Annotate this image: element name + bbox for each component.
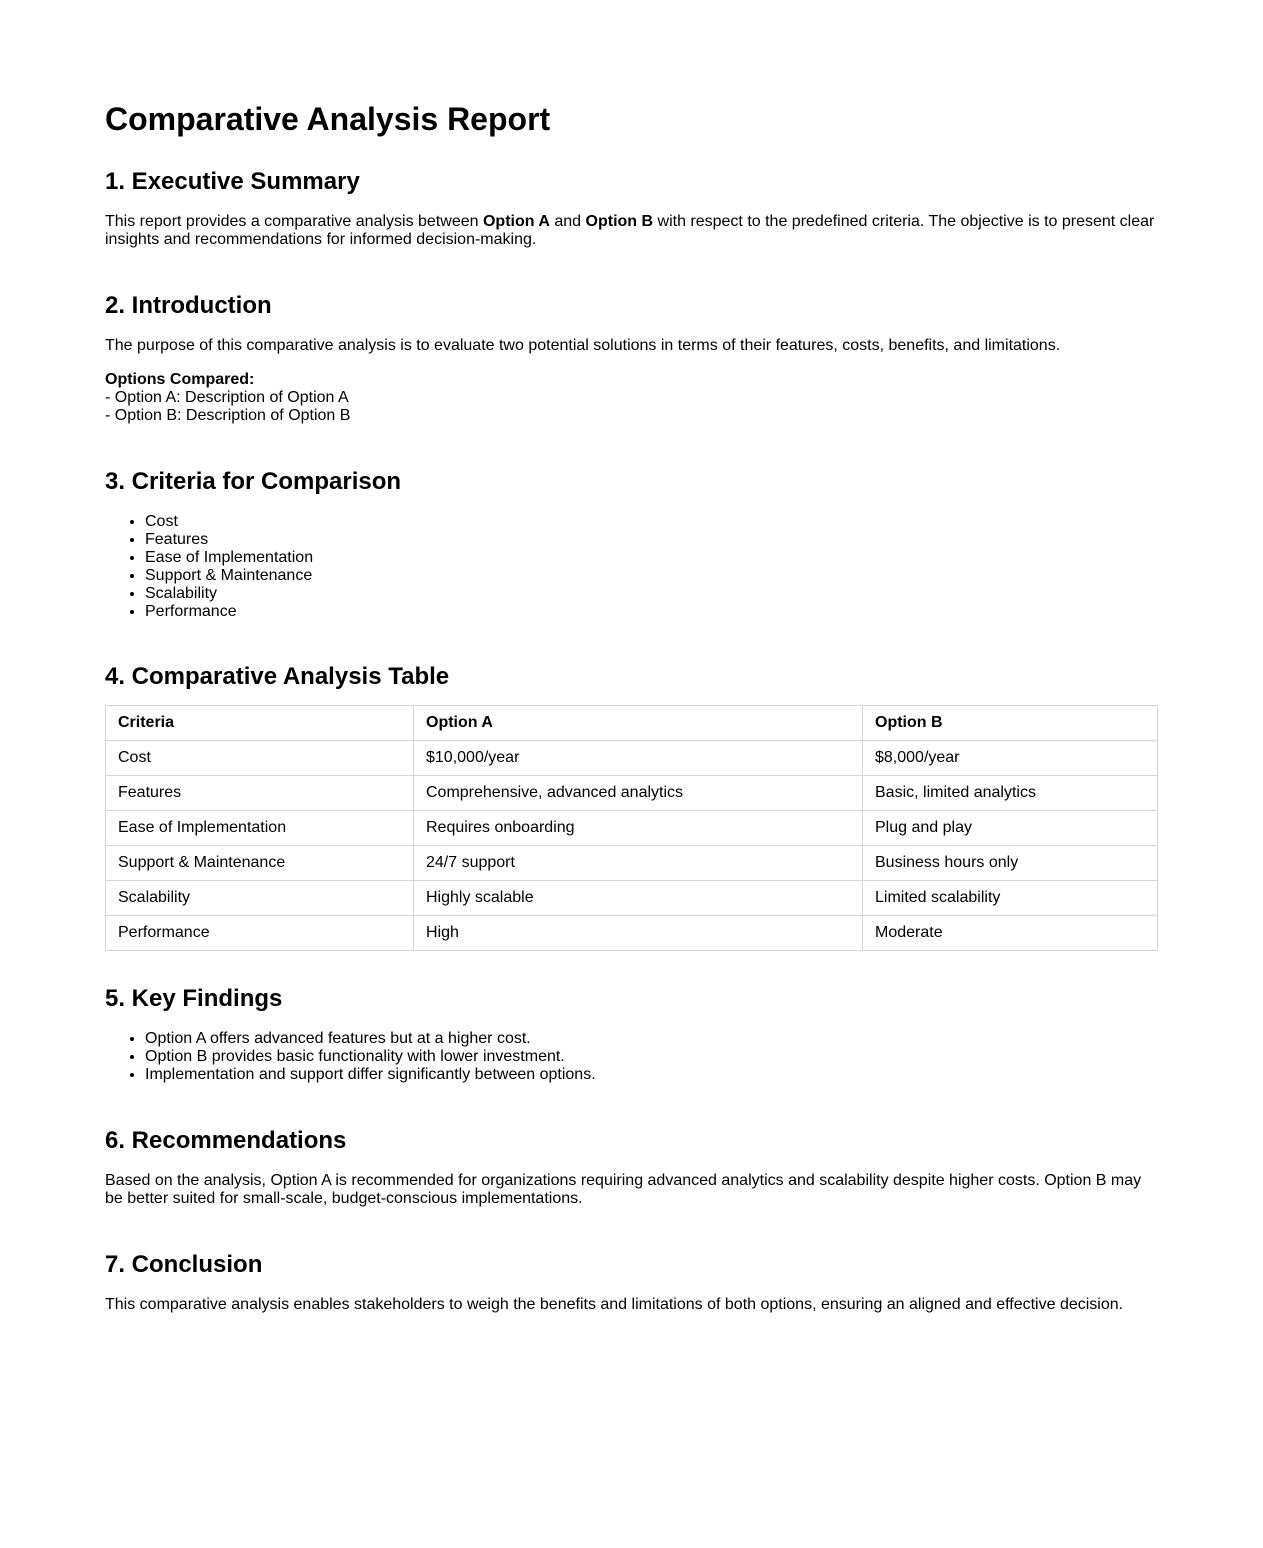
cell-criteria: Support & Maintenance bbox=[106, 846, 414, 881]
criteria-heading: 3. Criteria for Comparison bbox=[105, 468, 402, 495]
header-option-a: Option A bbox=[414, 706, 863, 741]
cell-criteria: Ease of Implementation bbox=[106, 811, 414, 846]
conclusion-text: This comparative analysis enables stakeholders to weigh the benefits and limitations of both options, ensuring an aligned and effective decision. bbox=[105, 1296, 1124, 1313]
summary-text-before: This report provides a comparative analysis between bbox=[105, 213, 483, 230]
cell-criteria: Features bbox=[106, 776, 414, 811]
table-row bbox=[106, 741, 1158, 776]
key-findings-heading: 5. Key Findings bbox=[105, 985, 283, 1012]
introduction-section bbox=[105, 292, 1158, 425]
comparison-table bbox=[105, 705, 1158, 951]
summary-option-b: Option B bbox=[585, 213, 654, 230]
finding-item: • Implementation and support differ significantly between options. bbox=[145, 1066, 1158, 1084]
table-row bbox=[106, 776, 1158, 811]
cell-option-a: Requires onboarding bbox=[414, 811, 863, 846]
cell-option-b: Limited scalability bbox=[863, 881, 1158, 916]
table-row bbox=[106, 916, 1158, 951]
summary-text-and: and bbox=[549, 213, 586, 230]
finding-item: • Option A offers advanced features but at a higher cost. bbox=[145, 1030, 1158, 1048]
key-findings-section bbox=[105, 985, 1158, 1084]
option-a-description: - Option A: Description of Option A bbox=[105, 389, 349, 406]
table-header-row bbox=[106, 706, 1158, 741]
criteria-item: • Scalability bbox=[145, 585, 1158, 603]
summary-option-a: Option A bbox=[482, 213, 550, 230]
introduction-text: The purpose of this comparative analysis is to evaluate two potential solutions in terms of their features, costs, benefits, and limitations. bbox=[105, 337, 1061, 354]
recommendations-heading: 6. Recommendations bbox=[105, 1127, 347, 1154]
report-title: Comparative Analysis Report bbox=[105, 101, 551, 137]
key-findings-list bbox=[105, 1030, 1158, 1084]
cell-criteria: Cost bbox=[106, 741, 414, 776]
finding-item: • Option B provides basic functionality with lower investment. bbox=[145, 1048, 1158, 1066]
cell-option-a: 24/7 support bbox=[414, 846, 863, 881]
header-option-b: Option B bbox=[863, 706, 1158, 741]
criteria-item: • Support & Maintenance bbox=[145, 567, 1158, 585]
option-b-description: - Option B: Description of Option B bbox=[105, 407, 351, 424]
criteria-item: • Performance bbox=[145, 603, 1158, 621]
cell-option-b: Plug and play bbox=[863, 811, 1158, 846]
criteria-item: • Features bbox=[145, 531, 1158, 549]
recommendations-text: Based on the analysis, Option A is recommended for organizations requiring advanced analytics and scalability despite higher costs. Option B may be better suited for small-scale, budget-conscious implementations. bbox=[105, 1172, 1142, 1207]
comparison-table-heading: 4. Comparative Analysis Table bbox=[105, 663, 450, 690]
options-compared-label: Options Compared: bbox=[105, 371, 255, 388]
criteria-section bbox=[105, 468, 1158, 621]
recommendations-section bbox=[105, 1127, 1158, 1208]
cell-option-b: Basic, limited analytics bbox=[863, 776, 1158, 811]
cell-option-a: Highly scalable bbox=[414, 881, 863, 916]
executive-summary-heading: 1. Executive Summary bbox=[105, 168, 360, 195]
executive-summary-text bbox=[105, 213, 1158, 249]
executive-summary-section bbox=[105, 168, 1158, 249]
cell-option-a: High bbox=[414, 916, 863, 951]
cell-option-b: Business hours only bbox=[863, 846, 1158, 881]
comparison-table-section bbox=[105, 663, 1158, 951]
criteria-item: • Cost bbox=[145, 513, 1158, 531]
introduction-heading: 2. Introduction bbox=[105, 292, 272, 319]
conclusion-section bbox=[105, 1251, 1158, 1314]
conclusion-heading: 7. Conclusion bbox=[105, 1251, 263, 1278]
cell-criteria: Performance bbox=[106, 916, 414, 951]
table-row bbox=[106, 881, 1158, 916]
cell-option-b: Moderate bbox=[863, 916, 1158, 951]
cell-criteria: Scalability bbox=[106, 881, 414, 916]
criteria-item: • Ease of Implementation bbox=[145, 549, 1158, 567]
cell-option-b: $8,000/year bbox=[863, 741, 1158, 776]
header-criteria: Criteria bbox=[106, 706, 414, 741]
cell-option-a: $10,000/year bbox=[414, 741, 863, 776]
table-row bbox=[106, 811, 1158, 846]
options-compared bbox=[105, 371, 1158, 425]
table-row bbox=[106, 846, 1158, 881]
criteria-list bbox=[105, 513, 1158, 621]
summary-text-after: with respect to the predefined criteria. The objective is to present clear insights and recommendations for informed decision-making. bbox=[105, 213, 1155, 248]
cell-option-a: Comprehensive, advanced analytics bbox=[414, 776, 863, 811]
